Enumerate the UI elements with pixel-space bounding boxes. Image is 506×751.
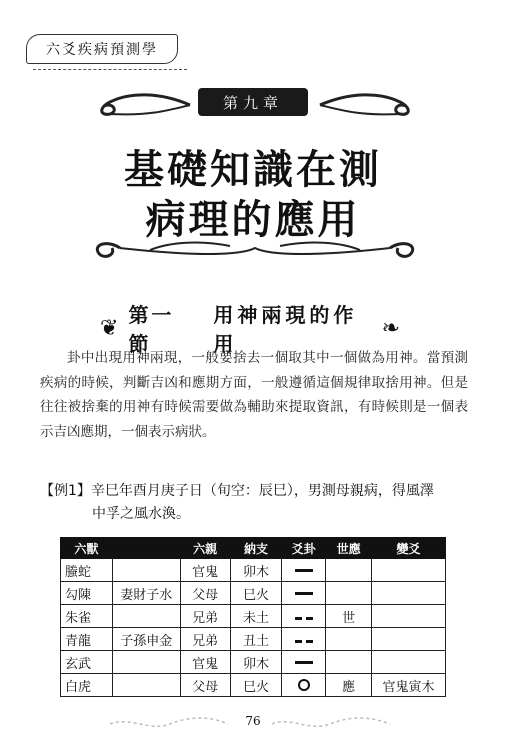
shi-ying-cell: 世 bbox=[326, 605, 372, 628]
six-relative-cell: 父母 bbox=[180, 582, 230, 605]
running-head: 六爻疾病預測學 bbox=[26, 34, 178, 64]
header-cell: 納支 bbox=[230, 538, 282, 559]
changed-line-cell bbox=[372, 628, 446, 651]
header-cell: 爻卦 bbox=[282, 538, 326, 559]
line-symbol-cell bbox=[282, 628, 326, 651]
section-number: 第一節 bbox=[128, 303, 175, 356]
header-cell: 六獸 bbox=[61, 538, 113, 559]
six-relative-cell: 兄弟 bbox=[180, 605, 230, 628]
chapter-badge: 第九章 bbox=[198, 88, 308, 116]
yin-line-icon bbox=[293, 609, 315, 624]
yang-line-icon bbox=[295, 569, 313, 572]
line-symbol-cell bbox=[282, 605, 326, 628]
line-symbol-cell bbox=[282, 651, 326, 674]
chapter-title-line2: 病理的應用 bbox=[145, 197, 361, 243]
line-symbol-cell bbox=[282, 674, 326, 697]
yang-line-icon bbox=[295, 661, 313, 664]
changed-line-cell: 官鬼寅木 bbox=[372, 674, 446, 697]
hidden-spirit-cell: 子孫申金 bbox=[112, 628, 180, 651]
shi-ying-cell bbox=[326, 582, 372, 605]
header-cell bbox=[112, 538, 180, 559]
six-beast-cell: 朱雀 bbox=[61, 605, 113, 628]
body-paragraph: 卦中出現用神兩現，一般要捨去一個取其中一個做為用神。當預測疾病的時候，判斷吉凶和應期方面，一般遵循這個規律取捨用神。但是往往被捨棄的用神有時候需要做為輔助來提取資訊，有時候則是一個表示吉凶應期，一個表示病狀。 bbox=[40, 350, 468, 440]
branch-cell: 卯木 bbox=[230, 559, 282, 582]
table-row bbox=[61, 651, 446, 674]
left-scroll-ornament: ❦ bbox=[100, 315, 119, 341]
hexagram-table bbox=[60, 537, 446, 697]
changed-line-cell bbox=[372, 582, 446, 605]
table-row bbox=[61, 559, 446, 582]
section-title: 用神兩現的作用 bbox=[213, 303, 358, 356]
line-symbol-cell bbox=[282, 582, 326, 605]
branch-cell: 巳火 bbox=[230, 674, 282, 697]
branch-cell: 未土 bbox=[230, 605, 282, 628]
changed-line-cell bbox=[372, 559, 446, 582]
hidden-spirit-cell bbox=[112, 674, 180, 697]
header-cell: 六親 bbox=[180, 538, 230, 559]
branch-cell: 卯木 bbox=[230, 651, 282, 674]
yin-line-icon bbox=[293, 632, 315, 647]
six-beast-cell: 青龍 bbox=[61, 628, 113, 651]
six-relative-cell: 官鬼 bbox=[180, 559, 230, 582]
moving-yang-circle-icon bbox=[298, 679, 310, 691]
line-symbol-cell bbox=[282, 559, 326, 582]
six-relative-cell: 兄弟 bbox=[180, 628, 230, 651]
table-row bbox=[61, 628, 446, 651]
six-relative-cell: 父母 bbox=[180, 674, 230, 697]
changed-line-cell bbox=[372, 605, 446, 628]
shi-ying-cell bbox=[326, 559, 372, 582]
header-cell: 世應 bbox=[326, 538, 372, 559]
six-beast-cell: 白虎 bbox=[61, 674, 113, 697]
table-header-row bbox=[61, 538, 446, 559]
hidden-spirit-cell: 妻財子水 bbox=[112, 582, 180, 605]
branch-cell: 巳火 bbox=[230, 582, 282, 605]
hidden-spirit-cell bbox=[112, 605, 180, 628]
six-beast-cell: 玄武 bbox=[61, 651, 113, 674]
shi-ying-cell: 應 bbox=[326, 674, 372, 697]
table-row bbox=[61, 605, 446, 628]
example-line2: 中孚之風水渙。 bbox=[92, 506, 190, 522]
table-row bbox=[61, 674, 446, 697]
changed-line-cell bbox=[372, 651, 446, 674]
hidden-spirit-cell bbox=[112, 651, 180, 674]
example-line1: 【例1】辛巳年酉月庚子日（旬空：辰巳），男測母親病，得風澤 bbox=[40, 483, 434, 499]
header-cell: 變爻 bbox=[372, 538, 446, 559]
chapter-title-line1: 基礎知識在測 bbox=[124, 147, 382, 193]
section-heading bbox=[100, 303, 400, 356]
right-scroll-ornament: ❧ bbox=[381, 315, 400, 341]
shi-ying-cell bbox=[326, 651, 372, 674]
hexagram-table-body bbox=[61, 559, 446, 697]
six-beast-cell: 勾陳 bbox=[61, 582, 113, 605]
page-number: 76 bbox=[245, 714, 261, 728]
example-1 bbox=[40, 480, 480, 526]
yang-line-icon bbox=[295, 592, 313, 595]
six-beast-cell: 螣蛇 bbox=[61, 559, 113, 582]
branch-cell: 丑土 bbox=[230, 628, 282, 651]
bottom-flourish-ornament bbox=[90, 234, 420, 264]
six-relative-cell: 官鬼 bbox=[180, 651, 230, 674]
hidden-spirit-cell bbox=[112, 559, 180, 582]
table-row bbox=[61, 582, 446, 605]
shi-ying-cell bbox=[326, 628, 372, 651]
